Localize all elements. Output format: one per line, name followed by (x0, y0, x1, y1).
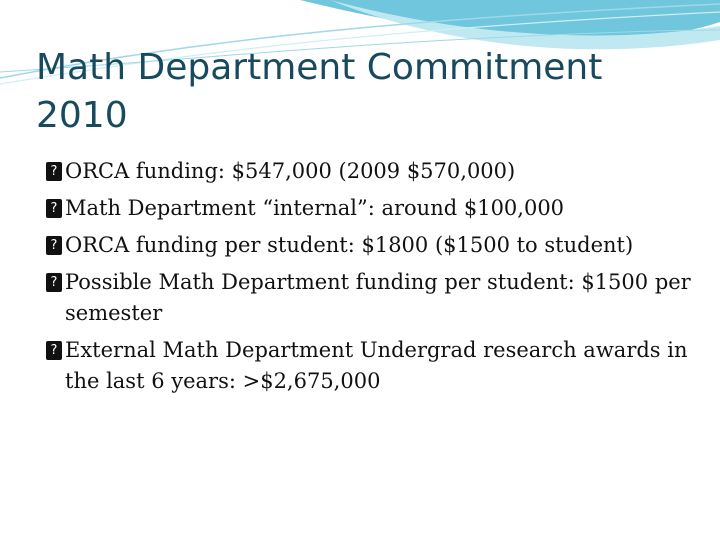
title-line-2: 2010 (36, 95, 128, 136)
bullet-text: ORCA funding per student: $1800 ($1500 to student) (65, 233, 634, 257)
slide-title (36, 44, 696, 140)
bullet-item (46, 156, 696, 187)
bullet-marker-icon: ? (46, 273, 62, 292)
bullet-item (46, 193, 696, 224)
bullet-marker-icon: ? (46, 341, 62, 360)
bullet-text: Possible Math Department funding per student: $1500 per semester (65, 270, 691, 325)
bullet-list (46, 156, 696, 403)
bullet-text: External Math Department Undergrad research awards in the last 6 years: >$2,675,000 (65, 338, 688, 393)
title-line-1: Math Department Commitment (36, 47, 603, 88)
bullet-item (46, 230, 696, 261)
bullet-marker-icon: ? (46, 236, 62, 255)
bullet-text: Math Department “internal”: around $100,000 (65, 196, 565, 220)
bullet-marker-icon: ? (46, 199, 62, 218)
bullet-marker-icon: ? (46, 162, 62, 181)
bullet-item (46, 267, 696, 329)
bullet-text: ORCA funding: $547,000 (2009 $570,000) (65, 159, 516, 183)
bullet-item (46, 335, 696, 397)
